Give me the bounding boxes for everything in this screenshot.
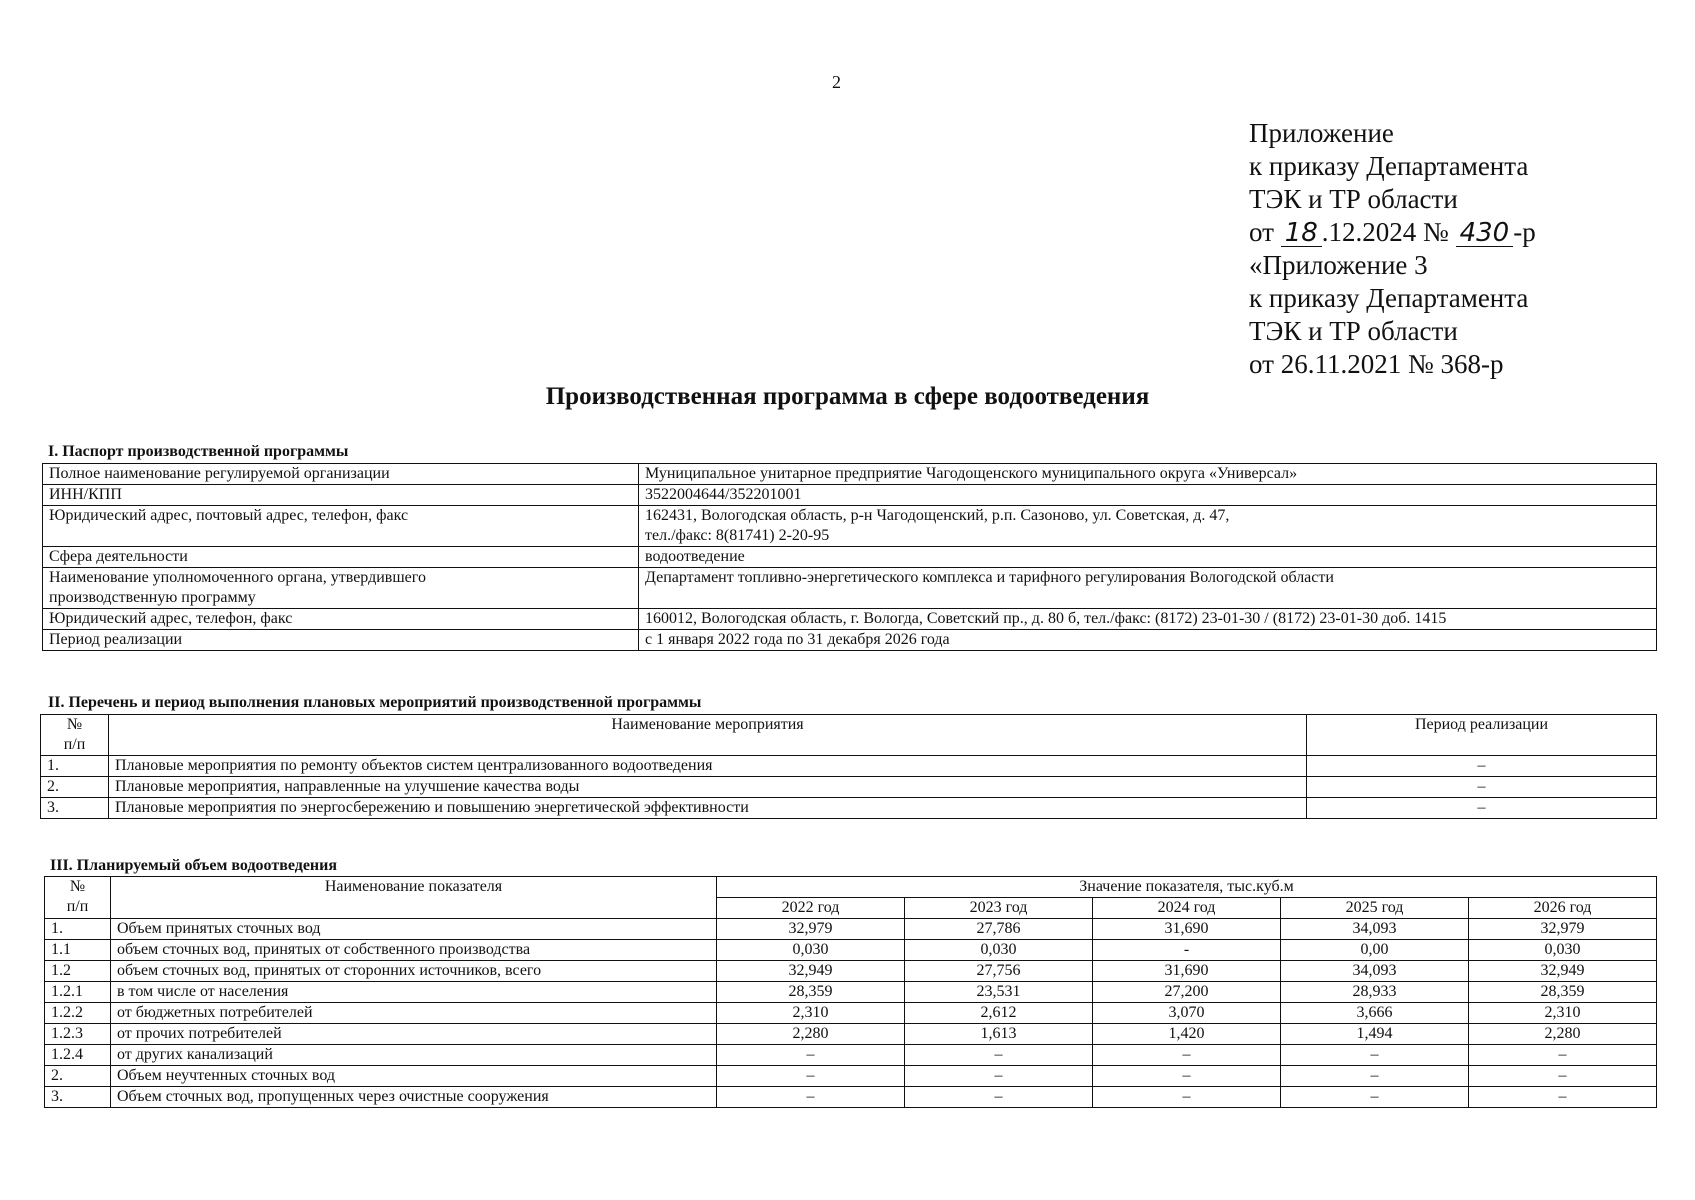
column-header-value: Значение показателя, тыс.куб.м: [717, 877, 1657, 898]
cell-value: 34,093: [1281, 919, 1469, 940]
passport-key-line: производственную программу: [49, 589, 256, 606]
column-header-name: Наименование мероприятия: [109, 715, 1307, 756]
appendix-line: «Приложение 3: [1249, 250, 1428, 280]
table-row: [45, 1003, 1657, 1024]
table-row: [45, 961, 1657, 982]
header-line: №: [69, 878, 86, 895]
measures-table: [40, 714, 1657, 819]
passport-value: Департамент топливно-энергетического комплекса и тарифного регулирования Вологодской области: [639, 568, 1657, 609]
cell-no: 1.: [41, 756, 109, 777]
cell-no: 2.: [45, 1066, 111, 1087]
cell-value: 27,786: [905, 919, 1093, 940]
table-row: [45, 940, 1657, 961]
cell-value: 23,531: [905, 982, 1093, 1003]
cell-value: –: [1281, 1087, 1469, 1108]
handwritten-order-number: 430: [1456, 220, 1514, 247]
cell-value: 27,200: [1093, 982, 1281, 1003]
appendix-line: Приложение: [1249, 118, 1394, 148]
passport-value: водоотведение: [639, 547, 1657, 568]
cell-value: 0,030: [717, 940, 905, 961]
table-row: [41, 798, 1657, 819]
column-header-year: 2025 год: [1281, 898, 1469, 919]
cell-no: 1.1: [45, 940, 111, 961]
cell-value: 2,310: [717, 1003, 905, 1024]
column-header-year: 2024 год: [1093, 898, 1281, 919]
appendix-date-mid: .12.2024 №: [1321, 217, 1456, 247]
section-3-heading: III. Планируемый объем водоотведения: [50, 857, 338, 874]
section-2-heading: II. Перечень и период выполнения плановых мероприятий производственной программы: [48, 694, 702, 711]
cell-value: 2,280: [717, 1024, 905, 1045]
cell-value: 2,612: [905, 1003, 1093, 1024]
cell-value: –: [1093, 1087, 1281, 1108]
cell-no: 1.2: [45, 961, 111, 982]
cell-no: 1.2.4: [45, 1045, 111, 1066]
cell-value: 28,359: [1469, 982, 1657, 1003]
cell-value: –: [905, 1066, 1093, 1087]
cell-value: –: [717, 1066, 905, 1087]
table-row: [43, 485, 1657, 506]
passport-key: Юридический адрес, почтовый адрес, телефон, факс: [43, 506, 639, 547]
passport-key: [43, 568, 639, 609]
cell-value: 2,280: [1469, 1024, 1657, 1045]
table-row: [43, 547, 1657, 568]
table-header-row: [41, 715, 1657, 756]
passport-key: Юридический адрес, телефон, факс: [43, 609, 639, 630]
appendix-date-suffix: -р: [1513, 217, 1536, 247]
cell-value: 1,613: [905, 1024, 1093, 1045]
table-row: [45, 1066, 1657, 1087]
column-header-year: 2026 год: [1469, 898, 1657, 919]
column-header-no: [45, 877, 111, 919]
passport-key: Период реализации: [43, 630, 639, 651]
appendix-date-prefix: от: [1249, 217, 1281, 247]
volume-table: [44, 876, 1657, 1108]
passport-key: Сфера деятельности: [43, 547, 639, 568]
cell-name: Плановые мероприятия по энергосбережению и повышению энергетической эффективности: [109, 798, 1307, 819]
cell-value: –: [1469, 1087, 1657, 1108]
cell-no: 3.: [41, 798, 109, 819]
cell-no: 1.2.2: [45, 1003, 111, 1024]
appendix-line: ТЭК и ТР области: [1249, 316, 1458, 346]
cell-value: –: [1469, 1045, 1657, 1066]
cell-value: 1,420: [1093, 1024, 1281, 1045]
table-row: [43, 630, 1657, 651]
cell-value: –: [905, 1087, 1093, 1108]
table-row: [43, 609, 1657, 630]
table-row: [43, 464, 1657, 485]
cell-value: 0,00: [1281, 940, 1469, 961]
cell-value: 32,949: [1469, 961, 1657, 982]
table-header-row: [45, 877, 1657, 898]
appendix-line: к приказу Департамента: [1249, 283, 1529, 313]
document-title: Производственная программа в сфере водоотведения: [545, 383, 1150, 410]
table-row: [41, 777, 1657, 798]
cell-value: –: [1281, 1045, 1469, 1066]
appendix-line: к приказу Департамента: [1249, 151, 1529, 181]
cell-value: –: [717, 1087, 905, 1108]
appendix-line: ТЭК и ТР области: [1249, 184, 1458, 214]
cell-value: 31,690: [1093, 919, 1281, 940]
cell-value: 3,666: [1281, 1003, 1469, 1024]
passport-value: 160012, Вологодская область, г. Вологда, Советский пр., д. 80 б, тел./факс: (8172) 23-01-30 / (8172) 23-01-30 доб. 1415: [639, 609, 1657, 630]
cell-no: 1.: [45, 919, 111, 940]
volume-table-body: [45, 919, 1657, 1108]
passport-table: [42, 463, 1657, 651]
column-header-period: Период реализации: [1307, 715, 1657, 756]
cell-value: –: [1093, 1066, 1281, 1087]
passport-key-line: Наименование уполномоченного органа, утвердившего: [49, 569, 426, 586]
cell-value: 32,949: [717, 961, 905, 982]
cell-value: 0,030: [1469, 940, 1657, 961]
passport-value-line: тел./факс: 8(81741) 2-20-95: [645, 527, 830, 544]
column-header-name: Наименование показателя: [111, 877, 717, 919]
passport-key: ИНН/КПП: [43, 485, 639, 506]
cell-value: 28,933: [1281, 982, 1469, 1003]
cell-value: 3,070: [1093, 1003, 1281, 1024]
header-line: п/п: [66, 898, 89, 915]
passport-value: [639, 506, 1657, 547]
passport-key: Полное наименование регулируемой организации: [43, 464, 639, 485]
cell-value: –: [1093, 1045, 1281, 1066]
table-row: [45, 1024, 1657, 1045]
handwritten-day: 18: [1281, 220, 1322, 247]
cell-name: от бюджетных потребителей: [111, 1003, 717, 1024]
passport-value-line: 162431, Вологодская область, р-н Чагодощенский, р.п. Сазоново, ул. Советская, д. 47,: [645, 507, 1230, 524]
table-row: [45, 982, 1657, 1003]
passport-value: 3522004644/352201001: [639, 485, 1657, 506]
cell-value: 28,359: [717, 982, 905, 1003]
column-header-year: 2022 год: [717, 898, 905, 919]
header-line: №: [66, 716, 83, 733]
cell-name: от других канализаций: [111, 1045, 717, 1066]
cell-name: Объем неучтенных сточных вод: [111, 1066, 717, 1087]
cell-period: –: [1307, 756, 1657, 777]
cell-value: 27,756: [905, 961, 1093, 982]
cell-value: 0,030: [905, 940, 1093, 961]
cell-no: 1.2.3: [45, 1024, 111, 1045]
cell-no: 3.: [45, 1087, 111, 1108]
appendix-date-line: [1249, 216, 1536, 249]
cell-value: –: [1281, 1066, 1469, 1087]
appendix-block: [1249, 117, 1536, 381]
appendix-line: от 26.11.2021 № 368-р: [1249, 349, 1504, 379]
cell-value: –: [1469, 1066, 1657, 1087]
cell-name: Объем сточных вод, пропущенных через очистные сооружения: [111, 1087, 717, 1108]
cell-value: 32,979: [717, 919, 905, 940]
cell-name: Плановые мероприятия по ремонту объектов систем централизованного водоотведения: [109, 756, 1307, 777]
passport-value: Муниципальное унитарное предприятие Чагодощенского муниципального округа «Универсал»: [639, 464, 1657, 485]
header-line: п/п: [63, 736, 86, 753]
table-row: [45, 919, 1657, 940]
table-row: [45, 1045, 1657, 1066]
cell-value: -: [1093, 940, 1281, 961]
page-number: 2: [832, 72, 841, 92]
cell-name: в том числе от населения: [111, 982, 717, 1003]
table-row: [41, 756, 1657, 777]
cell-period: –: [1307, 777, 1657, 798]
cell-value: –: [905, 1045, 1093, 1066]
cell-value: 34,093: [1281, 961, 1469, 982]
column-header-no: [41, 715, 109, 756]
section-1-heading: I. Паспорт производственной программы: [48, 443, 349, 460]
table-row: [43, 506, 1657, 547]
cell-value: 2,310: [1469, 1003, 1657, 1024]
cell-name: объем сточных вод, принятых от собственного производства: [111, 940, 717, 961]
cell-name: Объем принятых сточных вод: [111, 919, 717, 940]
cell-value: 1,494: [1281, 1024, 1469, 1045]
cell-no: 1.2.1: [45, 982, 111, 1003]
cell-value: 31,690: [1093, 961, 1281, 982]
cell-period: –: [1307, 798, 1657, 819]
column-header-year: 2023 год: [905, 898, 1093, 919]
cell-no: 2.: [41, 777, 109, 798]
cell-value: –: [717, 1045, 905, 1066]
table-row: [43, 568, 1657, 609]
cell-name: объем сточных вод, принятых от сторонних источников, всего: [111, 961, 717, 982]
table-row: [45, 1087, 1657, 1108]
passport-value: с 1 января 2022 года по 31 декабря 2026 года: [639, 630, 1657, 651]
cell-name: от прочих потребителей: [111, 1024, 717, 1045]
cell-value: 32,979: [1469, 919, 1657, 940]
cell-name: Плановые мероприятия, направленные на улучшение качества воды: [109, 777, 1307, 798]
